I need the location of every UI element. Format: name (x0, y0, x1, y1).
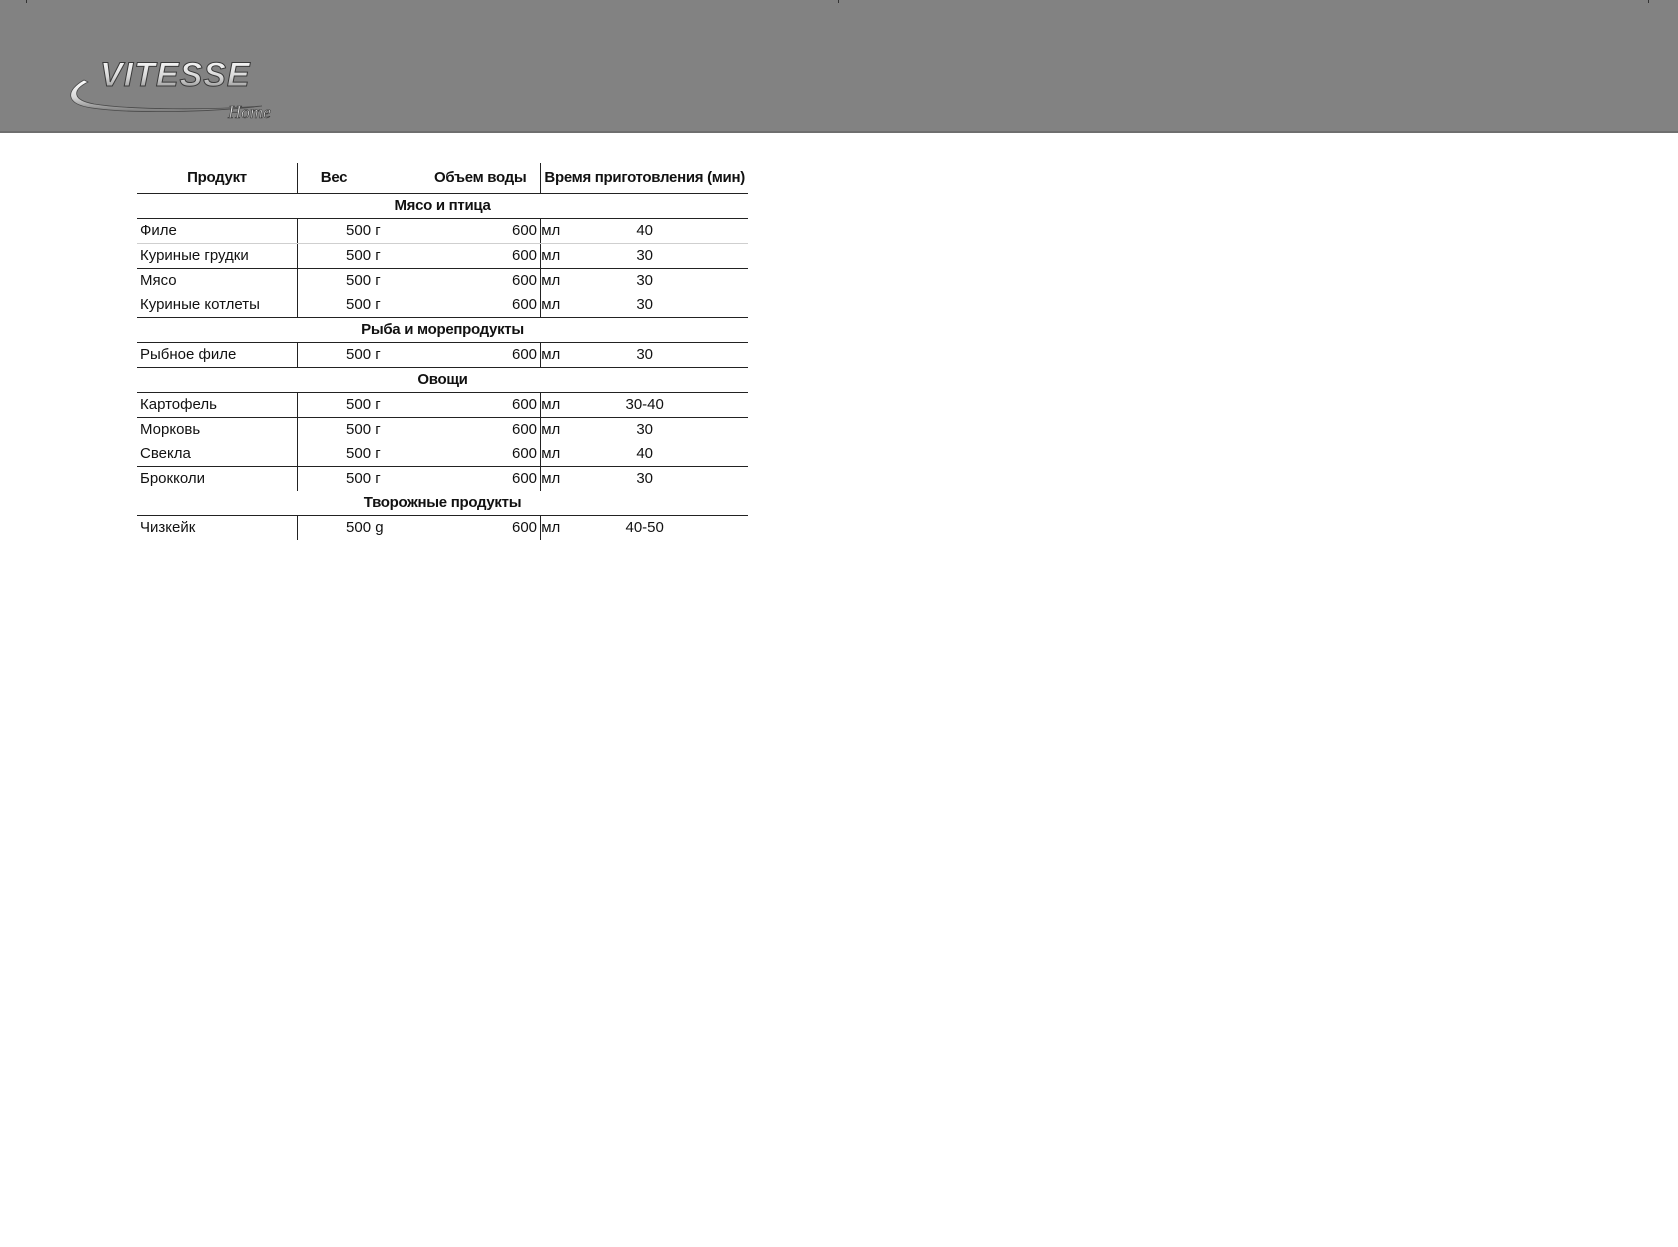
cell-time: 30 (541, 467, 748, 492)
cell-water: 600 мл (370, 393, 541, 418)
cell-product: Куриные грудки (137, 244, 298, 269)
cell-water: 600 мл (370, 442, 541, 467)
cell-weight: 500 г (346, 346, 381, 363)
cell-water: 600 мл (370, 418, 541, 443)
section-heading-row (137, 368, 748, 393)
cell-product: Брокколи (137, 467, 298, 492)
crop-mark (1648, 0, 1649, 3)
table-row (137, 467, 748, 492)
cell-weight: 500 г (346, 396, 381, 413)
cell-time: 30 (541, 418, 748, 443)
cell-water: 600 мл (370, 343, 541, 368)
table-row (137, 393, 748, 418)
cell-weight: 500 g (346, 519, 384, 536)
cooking-times-table (137, 163, 748, 540)
table-row (137, 269, 748, 294)
cell-weight: 500 г (298, 219, 370, 244)
section-title: Мясо и птица (137, 194, 748, 219)
cell-time: 40 (541, 219, 748, 244)
table-row (137, 244, 748, 269)
crop-mark (26, 0, 27, 3)
cell-product: Рыбное филе (137, 343, 298, 368)
cell-product: Свекла (137, 442, 298, 467)
column-header-time: Время приготовления (мин) (541, 163, 748, 194)
cell-water: 600 мл (370, 516, 541, 541)
table-row (137, 293, 748, 318)
cell-product: Картофель (137, 393, 298, 418)
cell-weight: 500 г (298, 418, 370, 443)
cell-product: Мясо (137, 269, 298, 294)
column-header-water: Объем воды (370, 163, 541, 194)
cell-time: 40 (636, 445, 654, 462)
cell-weight: 500 г (298, 269, 370, 294)
crop-mark (838, 0, 839, 3)
svg-text:VITESSE: VITESSE (100, 56, 251, 94)
cell-time: 30 (636, 296, 654, 313)
svg-text:Home: Home (228, 102, 271, 122)
cell-product: Морковь (137, 418, 298, 443)
cell-time: 30-40 (625, 396, 664, 413)
table-row (137, 418, 748, 443)
cell-water: 600 мл (370, 293, 541, 318)
table-row (137, 343, 748, 368)
cell-time: 30 (541, 269, 748, 294)
table-header-row (137, 163, 748, 194)
cell-weight: 500 г (346, 445, 381, 462)
section-title: Овощи (137, 368, 748, 393)
column-header-product: Продукт (137, 163, 298, 194)
cell-weight: 500 г (346, 296, 381, 313)
section-title: Рыба и морепродукты (137, 318, 748, 343)
section-title: Творожные продукты (137, 491, 748, 516)
vitesse-home-logo (62, 52, 302, 124)
cell-weight: 500 г (298, 467, 370, 492)
cell-product: Филе (137, 219, 298, 244)
section-heading-row (137, 491, 748, 516)
table-row (137, 516, 748, 541)
section-heading-row (137, 194, 748, 219)
cell-water: 600 мл (370, 219, 541, 244)
column-header-weight: Вес (298, 163, 370, 194)
table-row (137, 219, 748, 244)
cell-water: 600 мл (370, 244, 541, 269)
cell-time: 30 (636, 346, 654, 363)
section-heading-row (137, 318, 748, 343)
cell-product: Куриные котлеты (137, 293, 298, 318)
cell-time: 30 (636, 247, 654, 264)
cell-weight: 500 г (346, 247, 381, 264)
cell-water: 600 мл (370, 269, 541, 294)
header-divider (0, 131, 1678, 133)
cell-product: Чизкейк (137, 516, 298, 541)
cell-time: 40-50 (625, 519, 664, 536)
cell-water: 600 мл (370, 467, 541, 492)
table-row (137, 442, 748, 467)
